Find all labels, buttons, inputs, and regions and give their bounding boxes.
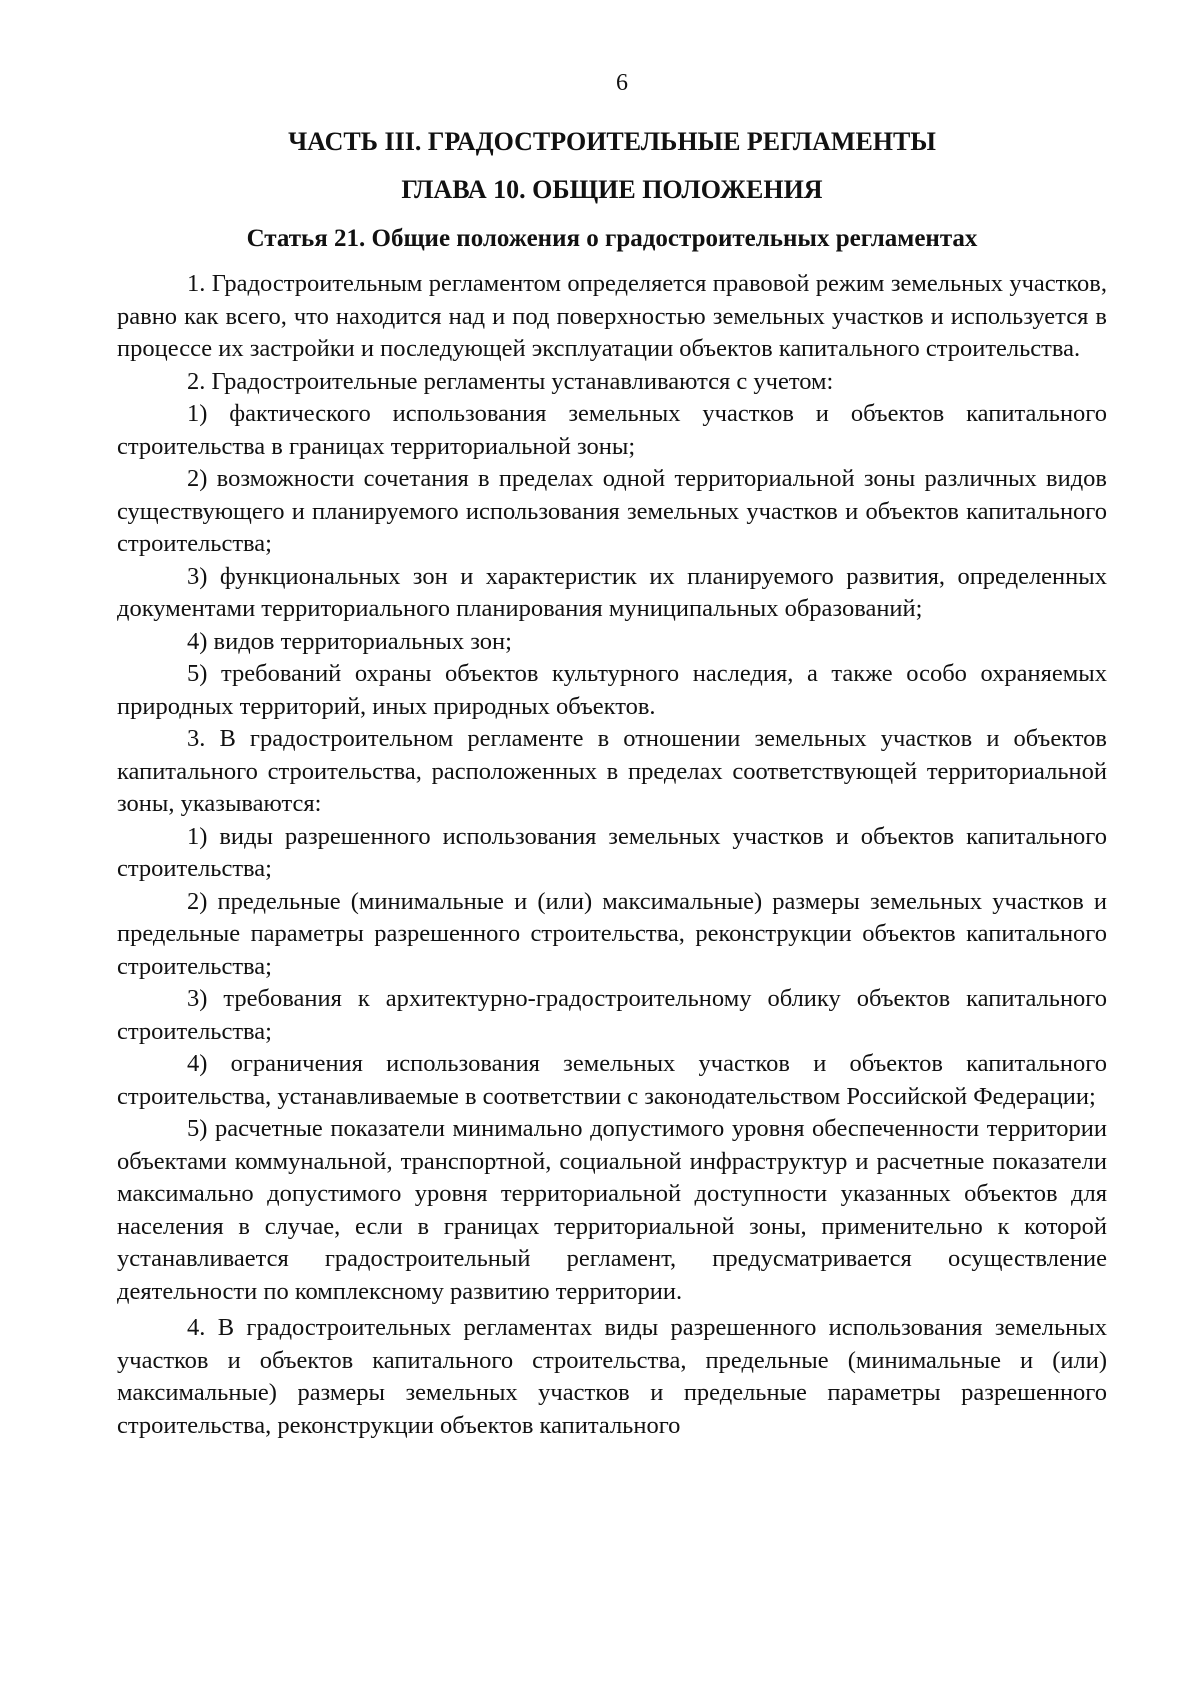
paragraph-3-item-2: 2) предельные (минимальные и (или) максимальные) размеры земельных участков и предельные параметры разрешенного строительства, реконструкции объектов капитального строительства; [117,887,1107,980]
page-number: 6 [616,70,628,96]
paragraph-2: 2. Градостроительные регламенты устанавливаются с учетом: [187,367,834,395]
paragraph-3-item-4: 4) ограничения использования земельных участков и объектов капитального строительства, устанавливаемые в соответствии с законодательством Российской Федерации; [117,1050,1107,1110]
paragraph-3-item-3: 3) требования к архитектурно-градостроительному облику объектов капитального строительства; [117,985,1107,1045]
paragraph-3-item-1: 1) виды разрешенного использования земельных участков и объектов капитального строительства; [117,822,1107,882]
article-body [117,268,1107,1442]
paragraph-3-item-5: 5) расчетные показатели минимально допустимого уровня обеспеченности территории объектами коммунальной, транспортной, социальной инфраструктур и расчетные показатели максимально допустимого уровня территориальной доступности указанных объектов для населения в случае, если в границах территориальной зоны, применительно к которой устанавливается градостроительный регламент, предусматривается осуществление деятельности по комплексному развитию территории. [117,1115,1107,1305]
paragraph-2-item-4: 4) видов территориальных зон; [187,627,512,655]
paragraph-2-item-3: 3) функциональных зон и характеристик их планируемого развития, определенных документами территориального планирования муниципальных образований; [117,562,1107,622]
paragraph-3: 3. В градостроительном регламенте в отношении земельных участков и объектов капитального строительства, расположенных в пределах соответствующей территориальной зоны, указываются: [117,725,1107,817]
paragraph-1: 1. Градостроительным регламентом определяется правовой режим земельных участков, равно как всего, что находится над и под поверхностью земельных участков и используется в процессе их застройки и последующей эксплуатации объектов капитального строительства. [117,270,1107,362]
article-heading: Статья 21. Общие положения о градостроительных регламентах [246,225,978,252]
paragraph-4: 4. В градостроительных регламентах виды разрешенного использования земельных участков и объектов капитального строительства, предельные (минимальные и (или) максимальные) размеры земельных участков и предельные параметры разрешенного строительства, реконструкции объектов капитального [117,1314,1107,1439]
chapter-heading: ГЛАВА 10. ОБЩИЕ ПОЛОЖЕНИЯ [401,175,823,204]
paragraph-2-item-2: 2) возможности сочетания в пределах одной территориальной зоны различных видов существующего и планируемого использования земельных участков и объектов капитального строительства; [117,465,1107,557]
part-heading: ЧАСТЬ III. ГРАДОСТРОИТЕЛЬНЫЕ РЕГЛАМЕНТЫ [288,127,936,156]
paragraph-2-item-5: 5) требований охраны объектов культурного наследия, а также особо охраняемых природных территорий, иных природных объектов. [117,660,1107,720]
paragraph-2-item-1: 1) фактического использования земельных участков и объектов капитального строительства в границах территориальной зоны; [117,400,1107,460]
